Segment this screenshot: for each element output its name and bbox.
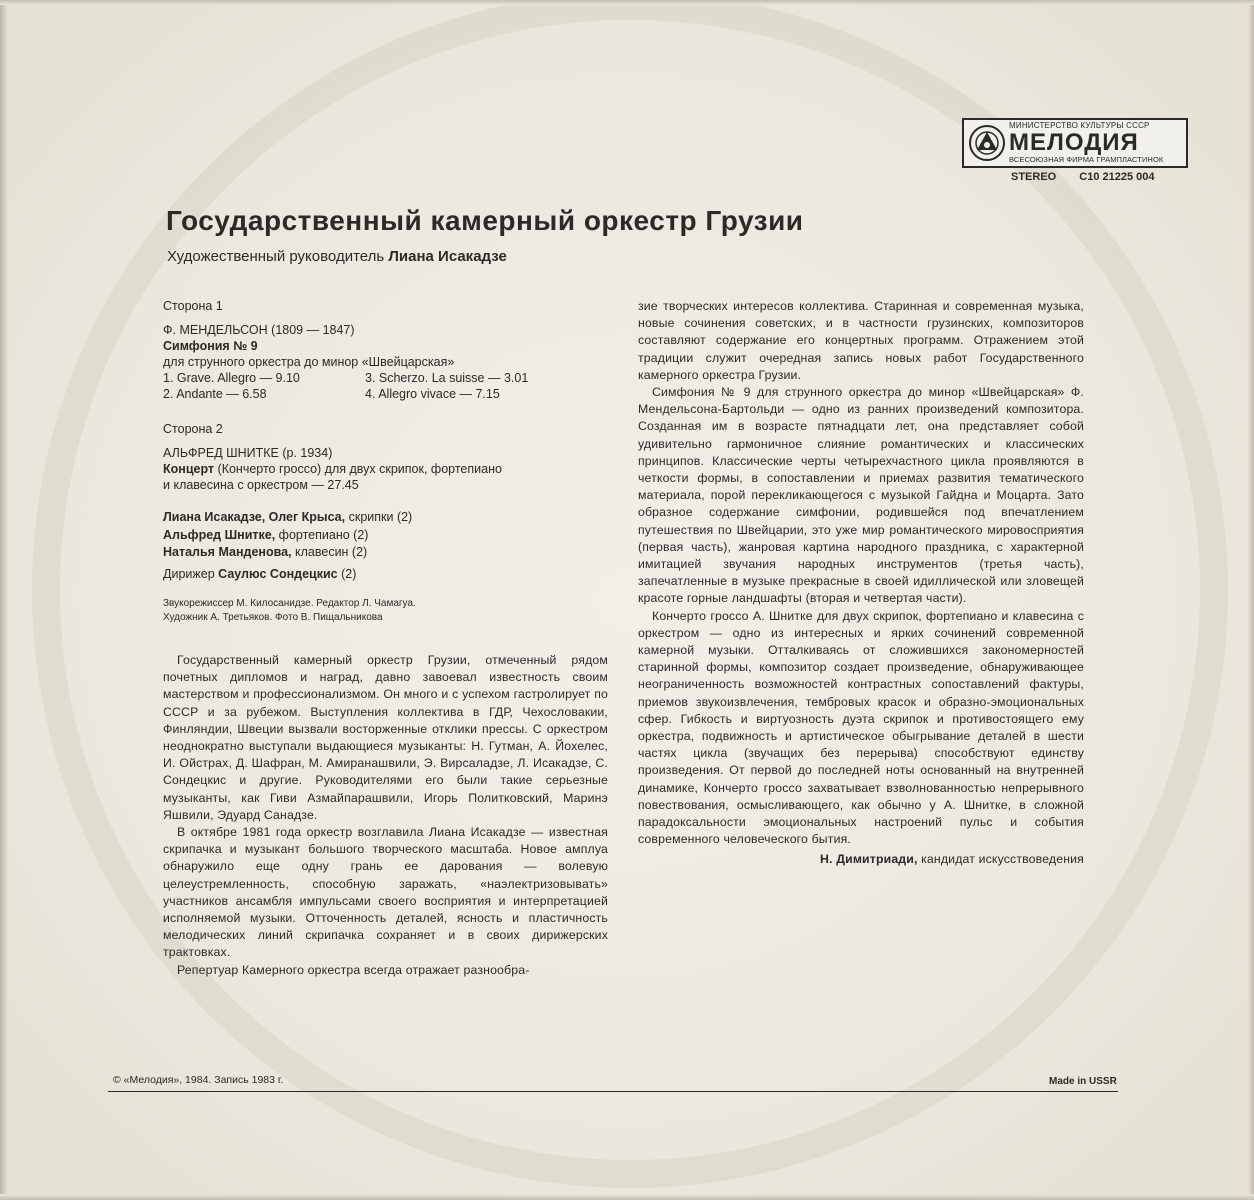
paragraph: Государственный камерный оркестр Грузии, отмеченный рядом почетных дипломов и наград, давно завоевал известность своим мастерством и профессионализмом. Он много и с успехом гастролирует по СССР и за рубежом. Выступления коллектива в ГДР, Чехословакии, Финляндии, Швеции вызвали восторженные отклики прессы. С оркестром неоднократно выступали выдающиеся музыканты: Н. Гутман, А. Йохелес, И. Ойстрах, Д. Шафран, М. Амиранашвили, Э. Вирсаладзе, Л. Исакадзе, С. Сондецкис и другие. Руководителями его были такие серьезные музыканты, как Гиви Азмайпарашвили, Игорь Политковский, Маринэ Яшвили, Эдуард Санадзе.: [163, 653, 608, 822]
artistic-director-name: Лиана Исакадзе: [388, 248, 507, 265]
paragraph: Симфония № 9 для струнного оркестра до минор «Швейцарская» Ф. Мендельсона-Бартольди — одно из ранних произведений композитора. Созданная им в возрасте пятнадцати лет, она представляет собой удивительно гармоничное слияние романтических и классических принципов. Классические черты четырехчастного цикла проявляются в четкости формы, в сопоставлении и приемах развития тематического материала, порой перекликающегося с музыкой Гайдна и Моцарта. Зато образное содержание симфонии, родившейся под впечатлением путешествия по Швейцарии, это уже мир романтического мировосприятия (первая часть), жанровая картина народного праздника, с характерной имитацией звучания народных инструментов (третья часть), запечатленные в музыке прекрасные в своей идиллической или зловещей красоте горные ландшафты (вторая и четвертая части).: [638, 385, 1084, 606]
liner-notes-right-column: [638, 298, 1084, 868]
side-1-work: [163, 338, 583, 354]
composer-years: (1809 — 1847): [271, 323, 355, 337]
conductor-name: Саулюс Сондецкис: [218, 566, 338, 581]
author-title: кандидат искусствоведения: [921, 851, 1084, 866]
sleeve-edge-right: [1248, 0, 1254, 1200]
track-list: [163, 370, 583, 404]
made-in-label: Made in USSR: [1049, 1076, 1117, 1087]
author-name: Н. Димитриади,: [820, 851, 918, 866]
side-1-block: [163, 298, 583, 404]
performer-row: [163, 544, 412, 562]
composer-years: (р. 1934): [282, 446, 333, 460]
work-desc-line1: (Кончерто гроссо) для двух скрипок, фортепиано: [217, 462, 502, 476]
conductor-suffix: (2): [341, 566, 357, 581]
side-1-label: Сторона 1: [163, 299, 223, 313]
side-1-work-desc: для струнного оркестра до минор «Швейцарская»: [163, 355, 455, 369]
side-2-label: Сторона 2: [163, 422, 223, 436]
catalog-line: [1011, 171, 1155, 183]
paragraph: В октябре 1981 года оркестр возглавила Лиана Исакадзе — известная скрипачка и музыкант большого творческого масштаба. Новое амплуа обнаружило еще одну грань ее дарования — волевую целеустремленность, способную заражать, «наэлектризовывать» участников ансамбля импульсами своего восприятия и интерпретацией исполняемой музыки. Отточенность деталей, ясность и пластичность мелодических линий скрипачка сохраняет и в своих дирижерских трактовках.: [163, 825, 608, 960]
copyright-notice: © «Мелодия», 1984. Запись 1983 г.: [113, 1074, 284, 1086]
work-title: Симфония № 9: [163, 339, 258, 353]
paragraph: зие творческих интересов коллектива. Старинная и современная музыка, новые сочинения советских, и в частности грузинских, композиторов составляют содержание его концертных программ. Отражением этой традиции служит очередная запись новых работ Государственного камерного оркестра Грузии.: [638, 299, 1084, 382]
subtitle-prefix: Художественный руководитель: [167, 248, 385, 265]
logo-company: ВСЕСОЮЗНАЯ ФИРМА ГРАМПЛАСТИНОК: [1009, 155, 1164, 165]
melodiya-logo: [962, 118, 1188, 168]
logo-ministry: МИНИСТЕРСТВО КУЛЬТУРЫ СССР: [1009, 121, 1150, 131]
production-credits: [163, 597, 416, 625]
melodiya-logo-icon: [967, 123, 1007, 163]
performer-role: скрипки (2): [348, 510, 413, 524]
work-title: Концерт: [163, 462, 215, 476]
performer-role: фортепиано (2): [278, 527, 369, 542]
logo-brand: МЕЛОДИЯ: [1009, 129, 1139, 157]
side-2-block: [163, 421, 603, 493]
composer-name: АЛЬФРЕД ШНИТКЕ: [163, 446, 279, 460]
paragraph: Кончерто гроссо А. Шнитке для двух скрипок, фортепиано и клавесина с оркестром — одно из интересных и ярких сочинений современной камерной музыки. Отталкиваясь от сложившихся закономерностей старинной формы, композитор создает произведение, обнаруживающее неограниченность возможностей контрастных сопоставлений фактуры, приемов звукоизвлечения, тембровых красок и образно-эмоциональных сфер. Гибкость и виртуозность дуэта скрипок и противостоящего ему оркестра, подвижность и артистическое обыгрывание деталей в шести частях цикла (звучащих без перерыва) способствуют единству произведения. От первой до последней ноты основанный на внутренней динамике, Кончерто гроссо захватывает взволнованностью непрерывного повествования, осмысливающего, как обычно у А. Шнитке, в сложной парадоксальности эмоциональных настроений пульс и события современного человеческого бытия.: [638, 608, 1084, 847]
performer-row: [163, 527, 412, 545]
performer-row: [163, 509, 412, 527]
liner-notes-left-column: [163, 652, 608, 979]
catalog-number: С10 21225 004: [1079, 171, 1155, 183]
conductor-prefix: Дирижер: [163, 566, 215, 581]
sleeve-edge-top: [0, 0, 1254, 5]
credits-line: Художник А. Третьяков. Фото В. Пищальникова: [163, 612, 383, 623]
conductor-row: [163, 566, 412, 584]
paragraph: Репертуар Камерного оркестра всегда отражает разнообра-: [177, 962, 530, 977]
subtitle: [167, 248, 507, 265]
composer-name: Ф. МЕНДЕЛЬСОН: [163, 323, 268, 337]
track-item: 4. Allegro vivace — 7.15: [365, 387, 500, 401]
performer-role: клавесин (2): [295, 545, 368, 559]
credits-line: Звукорежиссер М. Килосанидзе. Редактор Л. Чамагуа.: [163, 598, 416, 609]
side-2-composer: [163, 445, 603, 461]
sleeve-edge-left: [0, 0, 8, 1200]
performer-names: Альфред Шнитке,: [163, 527, 276, 542]
footer-divider: [108, 1091, 1118, 1092]
performers-list: [163, 509, 412, 583]
performer-names: Лиана Исакадзе, Олег Крыса,: [163, 510, 346, 524]
track-item: 2. Andante — 6.58: [163, 387, 267, 401]
side-2-work: [163, 461, 603, 477]
track-item: 3. Scherzo. La suisse — 3.01: [365, 371, 529, 385]
track-item: 1. Grave. Allegro — 9.10: [163, 371, 300, 385]
performer-names: Наталья Манденова,: [163, 545, 292, 559]
sleeve-edge-bottom: [0, 1194, 1254, 1200]
page-title: Государственный камерный оркестр Грузии: [166, 205, 804, 236]
work-desc-line2: и клавесина с оркестром — 27.45: [163, 478, 359, 492]
side-1-composer: [163, 322, 583, 338]
author-signature: [638, 851, 1084, 868]
stereo-label: STEREO: [1011, 171, 1057, 183]
